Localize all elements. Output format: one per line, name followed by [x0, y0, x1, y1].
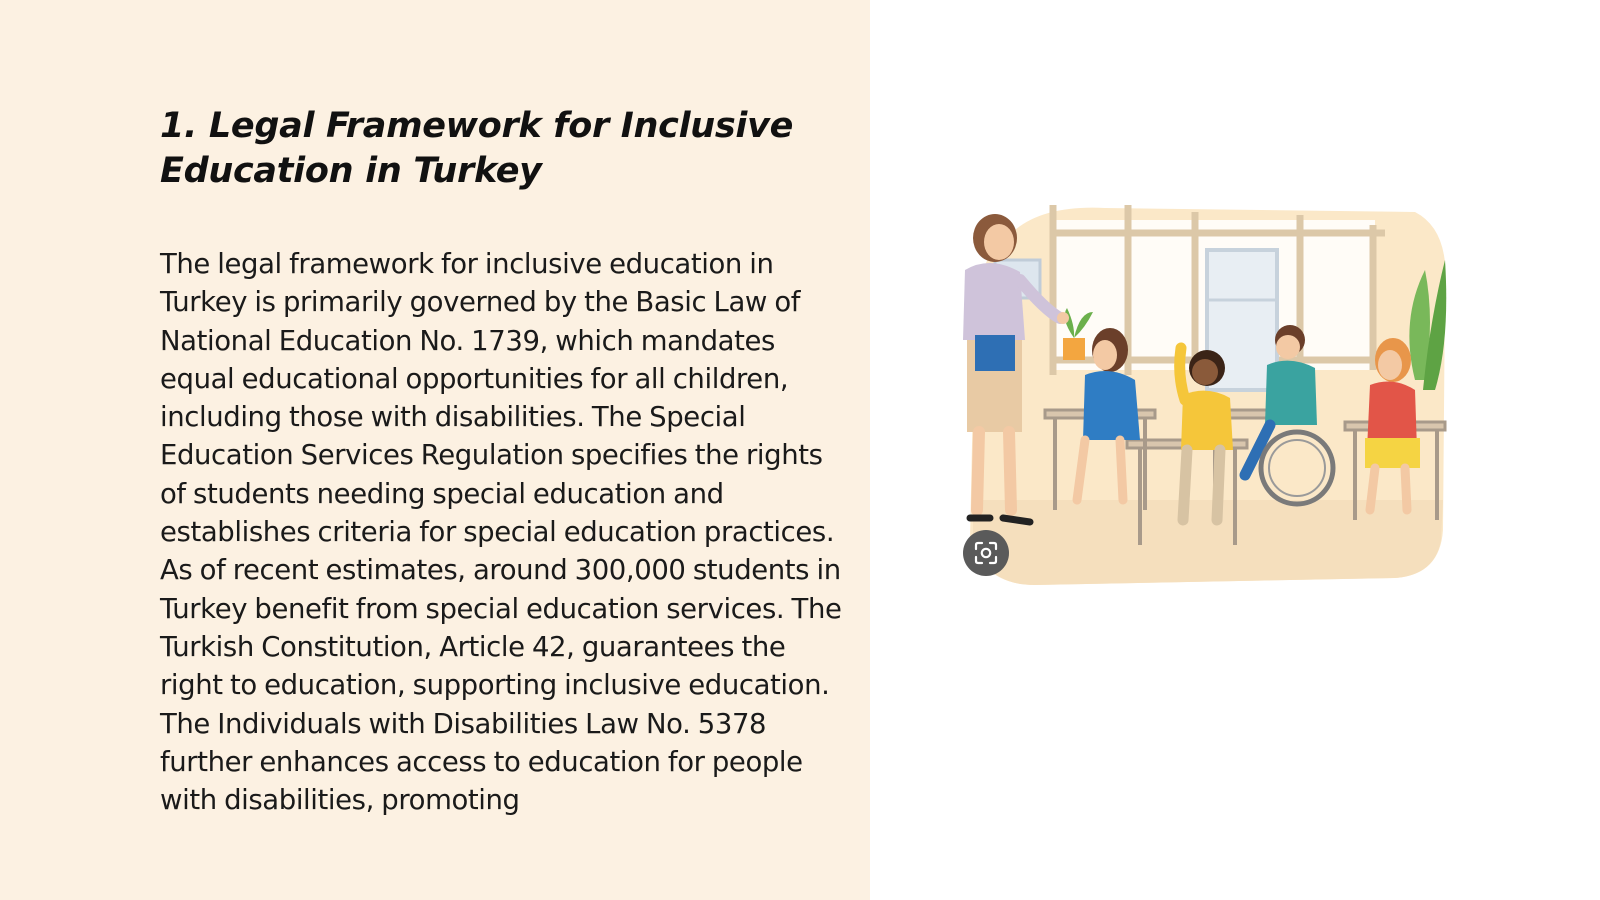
visual-search-icon: [973, 540, 999, 566]
visual-search-button[interactable]: [963, 530, 1009, 576]
inclusive-classroom-illustration-icon: [945, 200, 1450, 590]
slide-body-text: The legal framework for inclusive education in Turkey is primarily governed by the Basic Law of National Education No. 1739, which mandates equal educational opportunities for all children, including those with disabilities. The Special Education Services Regulation specifies the rights of students needing special education and establishes criteria for special education practices. As of recent estimates, around 300,000 students in Turkey benefit from special education services. The Turkish Constitution, Article 42, guarantees the right to education, supporting inclusive education. The Individuals with Disabilities Law No. 5378 further enhances access to education for people with disabilities, promoting: [160, 248, 842, 817]
slide-title: 1. Legal Framework for Inclusive Education in Turkey: [160, 106, 794, 191]
